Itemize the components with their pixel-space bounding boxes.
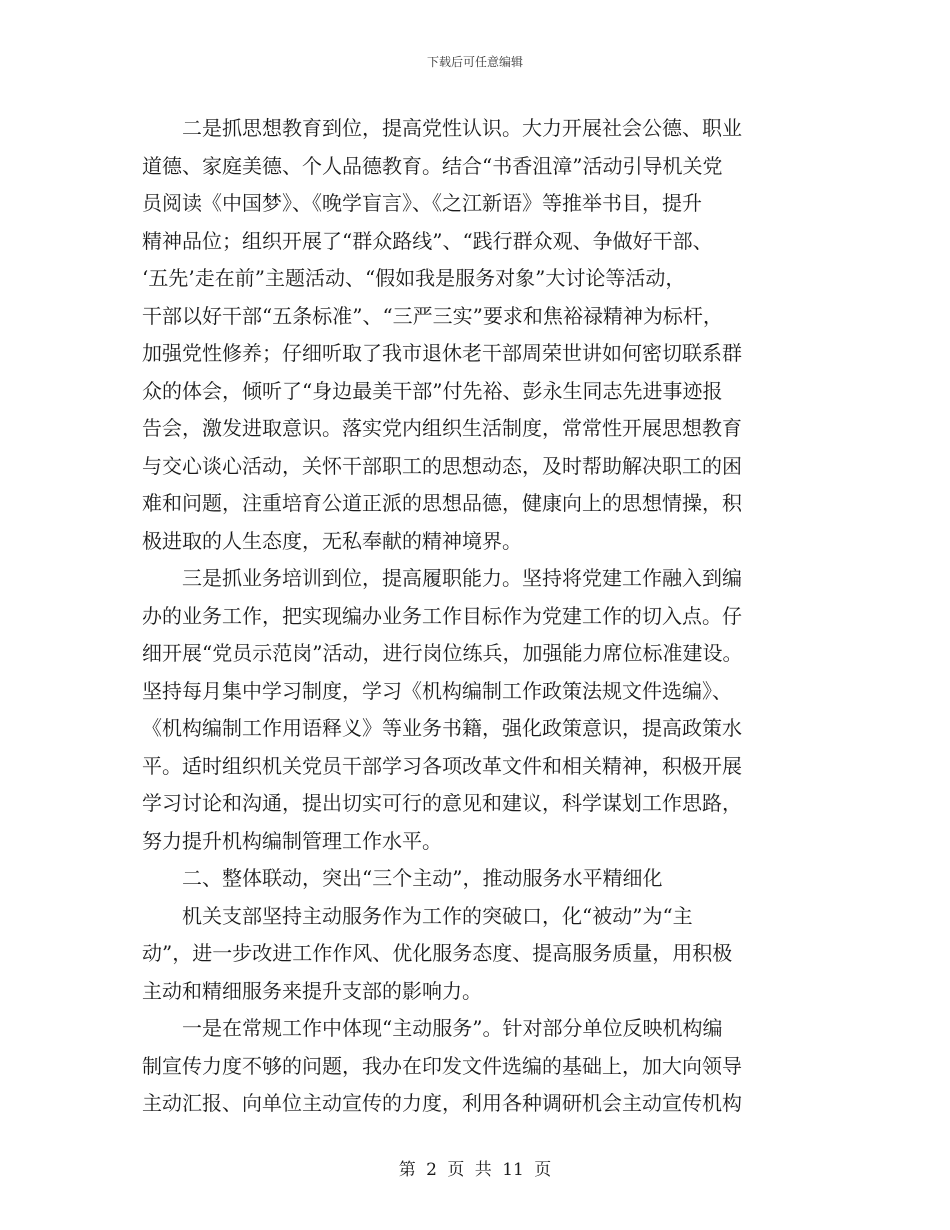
text-line: 道德、家庭美德、个人品德教育。结合“书香沮漳”活动引导机关党	[142, 153, 723, 178]
text-line: 一是在常规工作中体现“主动服务”。针对部分单位反映机构编	[142, 1016, 723, 1040]
section-heading: 二、整体联动，突出“三个主动”，推动服务水平精细化	[142, 866, 663, 890]
text-line: 办的业务工作，把实现编办业务工作目标作为党建工作的切入点。仔	[142, 603, 742, 628]
text-line: 二是抓思想教育到位，提高党性认识。大力开展社会公德、职业	[142, 116, 742, 140]
text-line: 难和问题，注重培育公道正派的思想品德，健康向上的思想情操，积	[142, 491, 742, 515]
text-line: 主动和精细服务来提升支部的影响力。	[142, 978, 482, 1003]
document-body	[142, 110, 806, 1123]
text-line: 精神品位；组织开展了“群众路线”、“践行群众观、争做好干部、	[142, 228, 713, 253]
text-line: 加强党性修养；仔细听取了我市退休老干部周荣世讲如何密切联系群	[142, 341, 742, 365]
text-line: 坚持每月集中学习制度，学习《机构编制工作政策法规文件选编》、	[142, 678, 732, 703]
text-line: 极进取的人生态度，无私奉献的精神境界。	[142, 528, 522, 553]
text-line: 学习讨论和沟通，提出切实可行的意见和建议，科学谋划工作思路，	[142, 791, 742, 815]
text-line: 干部以好干部“五条标准”、“三严三实”要求和焦裕禄精神为标杆，	[142, 303, 723, 328]
text-line: 平。适时组织机关党员干部学习各项改革文件和相关精神，积极开展	[142, 753, 742, 778]
text-line: 三是抓业务培训到位，提高履职能力。坚持将党建工作融入到编	[142, 566, 742, 590]
text-line: 与交心谈心活动，关怀干部职工的思想动态，及时帮助解决职工的困	[142, 453, 742, 478]
text-line: 主动汇报、向单位主动宣传的力度，利用各种调研机会主动宣传机构	[142, 1091, 742, 1115]
text-line: 员阅读《中国梦》、《晚学盲言》、《之江新语》等推举书目，提升	[142, 191, 702, 215]
text-line: ‘五先’走在前”主题活动、“假如我是服务对象”大讨论等活动，	[142, 266, 686, 290]
text-line: 制宣传力度不够的问题，我办在印发文件选编的基础上，加大向领导	[142, 1053, 742, 1078]
text-line: 告会，激发进取意识。落实党内组织生活制度，常常性开展思想教育	[142, 416, 742, 440]
text-line: 众的体会，倾听了“身边最美干部”付先裕、彭永生同志先进事迹报	[142, 378, 723, 403]
text-line: 《机构编制工作用语释义》等业务书籍，强化政策意识，提高政策水	[142, 716, 742, 740]
text-line: 努力提升机构编制管理工作水平。	[142, 828, 442, 853]
page-footer: 第 2 页 共 11 页	[398, 1160, 552, 1180]
page-header: 下载后可任意编辑	[426, 55, 523, 69]
text-line: 细开展“党员示范岗”活动，进行岗位练兵，加强能力席位标准建设。	[142, 641, 743, 665]
text-line: 机关支部坚持主动服务作为工作的突破口，化“被动”为“主	[142, 903, 693, 928]
text-line: 动”，进一步改进工作作风、优化服务态度、提高服务质量，用积极	[142, 941, 733, 965]
